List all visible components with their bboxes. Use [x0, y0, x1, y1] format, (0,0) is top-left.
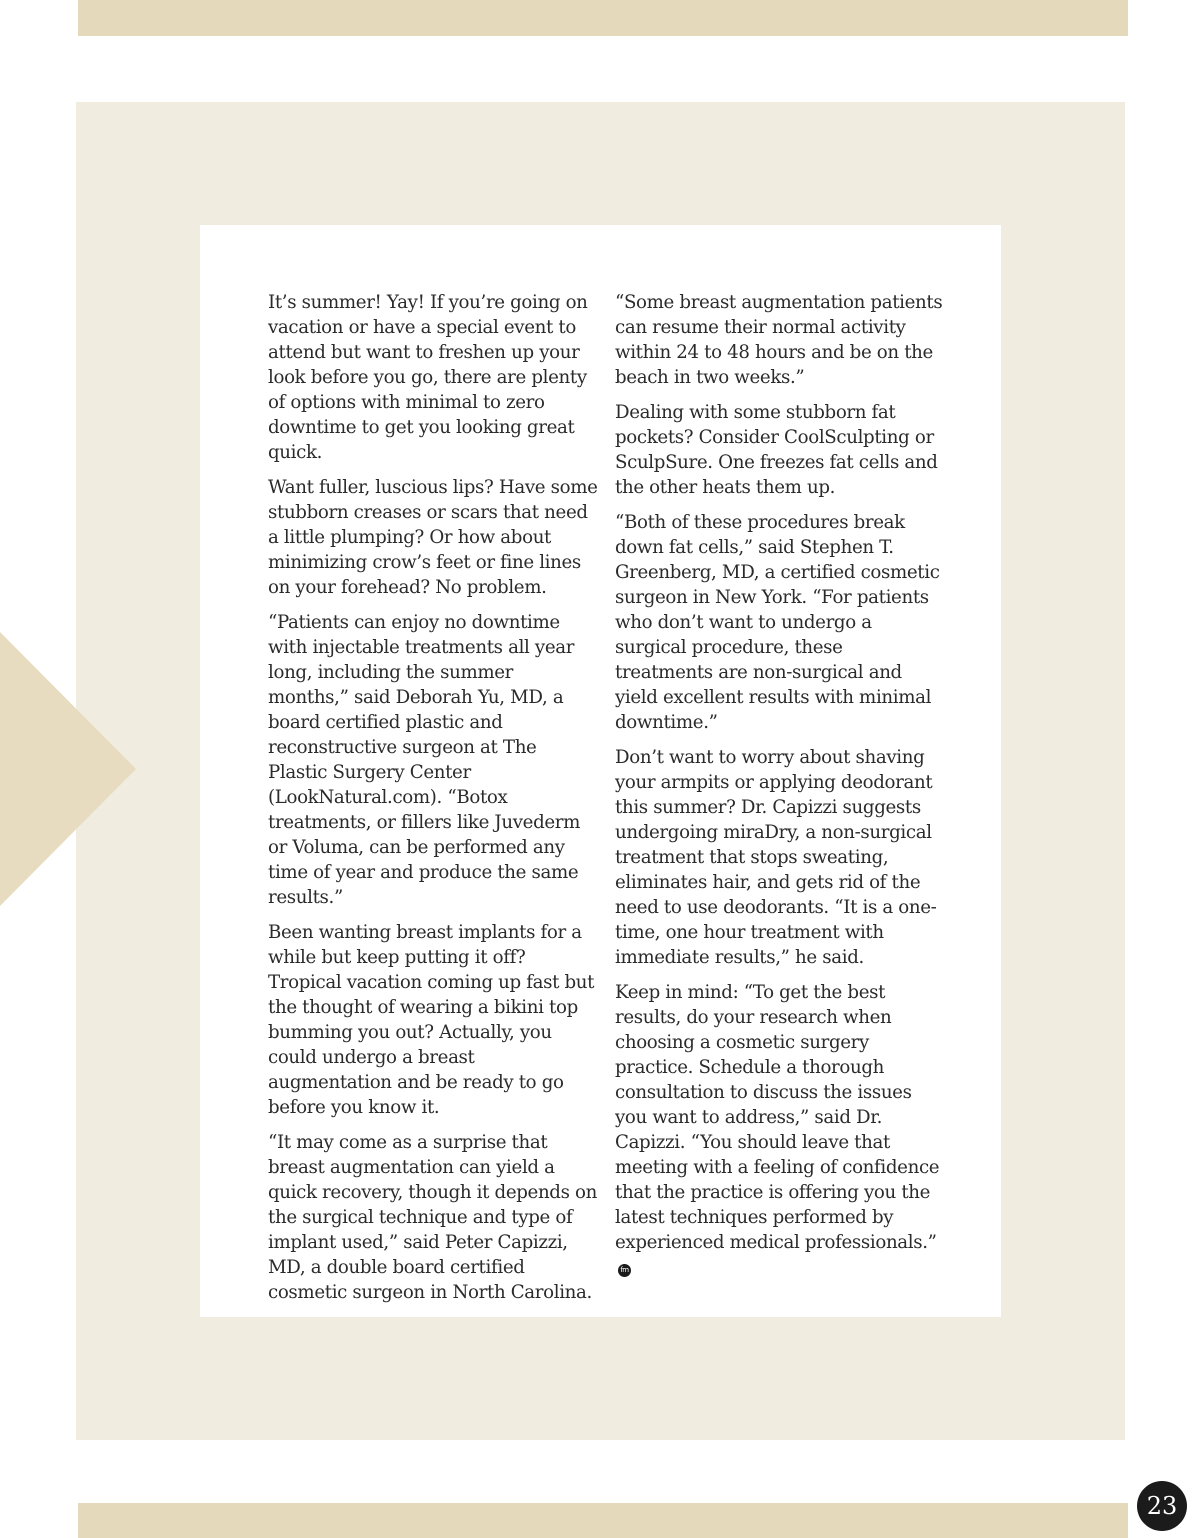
paragraph: “It may come as a surprise that breast augmentation can yield a quick recovery, though it depends on the surgical technique and type of implant used,” said Peter Capizzi, MD, a double board certified cosmetic surgeon in North Carolina. — [268, 1132, 597, 1303]
paragraph: Dealing with some stubborn fat pockets? Consider CoolSculpting or SculpSure. One freezes fat cells and the other heats them up. — [615, 402, 938, 498]
paragraph: Want fuller, luscious lips? Have some stubborn creases or scars that need a little plumping? Or how about minimizing crow’s feet or fine lines on your forehead? No problem. — [268, 477, 598, 598]
page-number: 23 — [1137, 1481, 1187, 1531]
bottom-decorative-band — [78, 1503, 1128, 1538]
paragraph: Don’t want to worry about shaving your armpits or applying deodorant this summer? Dr. Capizzi suggests undergoing miraDry, a non-surgical treatment that stops sweating, eliminates hair, and gets rid of the need to use deodorants. “It is a one-time, one hour treatment with immediate results,” he said. — [615, 747, 937, 968]
article-right-column — [615, 290, 945, 1290]
paragraph: It’s summer! Yay! If you’re going on vacation or have a special event to attend but want to freshen up your look before you go, there are plenty of options with minimal to zero downtime to get you looking great quick. — [268, 292, 588, 463]
paragraph: “Both of these procedures break down fat cells,” said Stephen T. Greenberg, MD, a certified cosmetic surgeon in New York. “For patients who don’t want to undergo a surgical procedure, these treatments are non-surgical and yield excellent results with minimal downtime.” — [615, 512, 940, 733]
paragraph: “Some breast augmentation patients can resume their normal activity within 24 to 48 hours and be on the beach in two weeks.” — [615, 292, 943, 388]
article-left-column — [268, 290, 598, 1315]
end-mark-icon: fm — [618, 1264, 631, 1277]
paragraph: Been wanting breast implants for a while but keep putting it off? Tropical vacation coming up fast but the thought of wearing a bikini top bumming you out? Actually, you could undergo a breast augmentation and be ready to go before you know it. — [268, 922, 595, 1118]
article-content-box — [200, 225, 1001, 1317]
top-decorative-band — [78, 0, 1128, 36]
paragraph: “Patients can enjoy no downtime with injectable treatments all year long, including the summer months,” said Deborah Yu, MD, a board certified plastic and reconstructive surgeon at The Plastic Surgery Center (LookNatural.com). “Botox treatments, or fillers like Juvederm or Voluma, can be performed any time of year and produce the same results.” — [268, 612, 581, 908]
paragraph-text: Keep in mind: “To get the best results, do your research when choosing a cosmetic surgery practice. Schedule a thorough consultation to discuss the issues you want to address,” said Dr. Capizzi. “You should leave that meeting with a feeling of confidence that the practice is offering you the latest techniques performed by experienced medical professionals.” — [615, 982, 940, 1253]
last-paragraph — [615, 980, 945, 1280]
